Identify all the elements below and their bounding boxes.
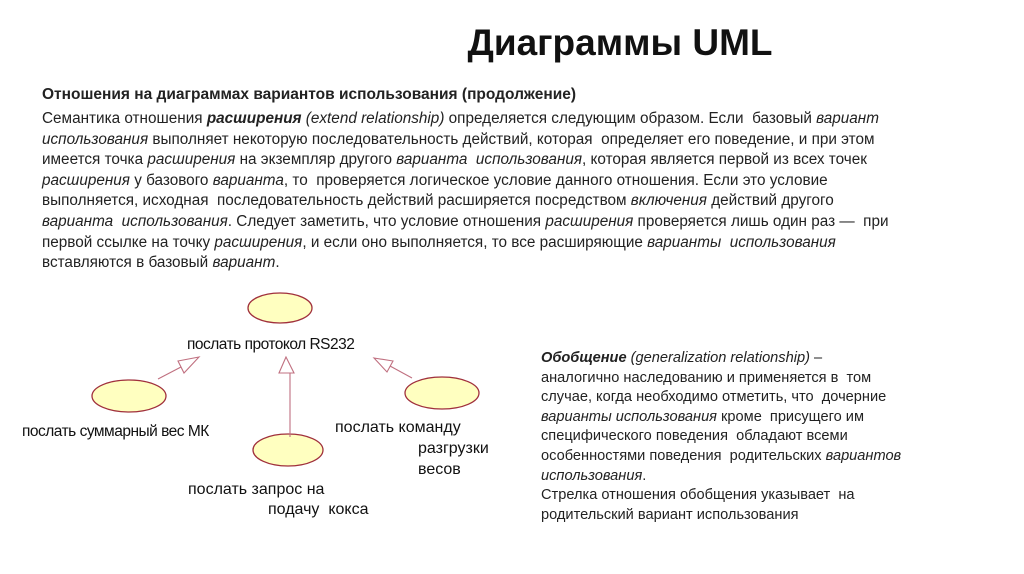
text-segment: на экземпляр другого — [235, 151, 397, 169]
generalization-arrow-left — [178, 357, 199, 373]
text-segment: действий другого — [706, 192, 834, 210]
right-label-line-3: весов — [418, 461, 461, 478]
text-segment: аналогично наследованию и применяется в том — [541, 369, 872, 386]
text-segment: случае, когда необходимо отметить, что дочерние — [541, 389, 887, 406]
text-segment: специфического поведения обладают всеми — [541, 428, 848, 445]
emphasized-term: использования — [541, 467, 643, 484]
emphasized-term: расширения — [42, 171, 130, 189]
text-segment: имеется точка — [42, 151, 148, 169]
use-case-left — [92, 380, 166, 412]
emphasized-term: использования — [42, 130, 149, 148]
generalization-arrow-bottom — [279, 357, 294, 373]
use-case-right — [405, 377, 479, 409]
text-segment: первой ссылке на точку — [42, 233, 215, 251]
text-segment: особенностями поведения родительских — [541, 447, 826, 464]
text-segment: , которая является первой из всех точек — [582, 151, 867, 169]
emphasized-term: (generalization relationship) — [626, 350, 810, 366]
parent-label: послать протокол RS232 — [187, 336, 355, 353]
emphasized-term: расширения — [147, 151, 236, 169]
emphasized-term: вариант — [816, 110, 879, 127]
text-segment: Семантика отношения — [42, 110, 207, 127]
slide-title: Диаграммы UML — [467, 22, 773, 63]
text-segment: выполняется, исходная последовательность действий расширяется посредством — [42, 192, 631, 210]
subheading: Отношения на диаграммах вариантов использования (продолжение) — [42, 86, 577, 103]
emphasized-term: варианты использования — [541, 408, 717, 425]
emphasized-term: варианты использования — [647, 233, 836, 251]
right-label-line-1: послать команду — [335, 419, 461, 436]
text-segment: проверяется лишь один раз — при — [633, 212, 889, 230]
emphasized-term: варианта — [212, 171, 284, 189]
emphasized-term: варианта использования — [42, 212, 228, 230]
emphasized-term: расширения — [214, 233, 303, 251]
text-segment: вставляются в базовый — [42, 254, 213, 272]
emphasized-term: (extend relationship) — [301, 110, 445, 127]
text-segment: родительский вариант использования — [541, 506, 799, 523]
text-segment: Стрелка отношения обобщения указывает на — [541, 487, 855, 504]
use-case-bottom — [253, 434, 323, 466]
text-segment: . — [642, 467, 647, 484]
emphasized-term: расширения — [206, 110, 302, 127]
emphasized-term: вариантов — [825, 447, 902, 464]
text-segment: , и если оно выполняется, то все расширяющие — [302, 233, 648, 251]
generalization-arrow-right — [374, 358, 393, 372]
generalization-line-right — [390, 366, 412, 378]
emphasized-term: расширения — [545, 212, 634, 230]
right-label-line-2: разгрузки — [418, 440, 489, 457]
text-segment: . Следует заметить, что условие отношения — [227, 212, 546, 230]
use-case-parent — [248, 293, 312, 323]
generalization-line-left — [158, 367, 181, 379]
text-segment: выполняет некоторую последовательность действий, которая определяет его поведение, и при этом — [148, 130, 875, 148]
bottom-label-line-2: подачу кокса — [268, 501, 369, 518]
text-segment: определяется следующим образом. Если базовый — [444, 110, 817, 127]
text-segment: , то проверяется логическое условие данного отношения. Если это условие — [283, 171, 828, 189]
emphasized-term: вариант — [212, 254, 276, 272]
left-label: послать суммарный вес МК — [22, 423, 209, 440]
bottom-label-line-1: послать запрос на — [188, 481, 325, 498]
text-segment: кроме присущего им — [716, 408, 864, 425]
emphasized-term: варианта использования — [396, 151, 583, 169]
text-segment: . — [275, 254, 280, 272]
emphasized-term: включения — [630, 192, 707, 210]
emphasized-term: Обобщение — [541, 350, 627, 366]
text-segment: у базового — [129, 171, 213, 189]
text-segment: – — [809, 350, 823, 366]
